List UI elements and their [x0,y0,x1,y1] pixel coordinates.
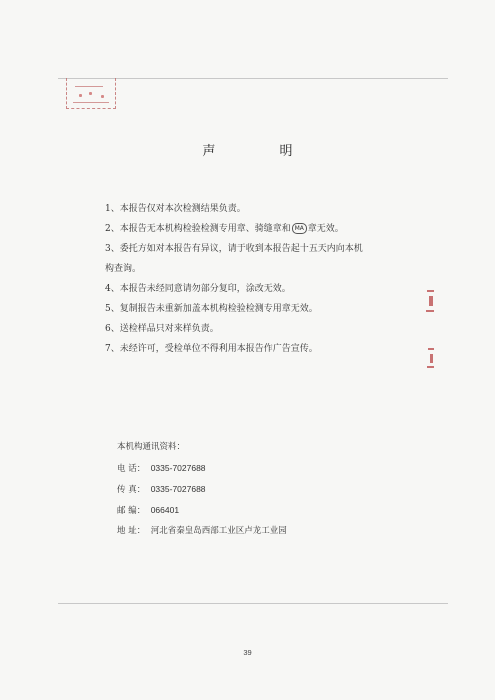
seam-stamp [424,290,438,375]
page-title: 声 明 [202,144,323,159]
contact-phone [117,458,417,479]
postcode-label: 邮 编： [117,506,146,516]
statement-item: 1、本报告仅对本次检测结果负责。 [105,204,246,214]
statement-continuation: 构查询。 [105,264,142,274]
corner-stamp-mark [79,94,82,97]
postcode-value: 066401 [150,505,180,515]
corner-stamp-mark [101,95,104,98]
statement-text: 2、本报告无本机构检验检测专用章、骑缝章和 [105,224,291,234]
statement-item [105,219,405,239]
cma-mark-icon: MA [292,223,307,234]
contact-heading: 本机构通讯资料： [117,442,186,452]
contact-fax [117,479,417,500]
phone-value: 0335-7027688 [150,463,206,473]
seam-stamp-mark [426,310,434,312]
contact-address [117,521,417,542]
corner-stamp-mark [75,86,103,87]
statement-item: 4、本报告未经同意请勿部分复印，涂改无效。 [105,284,291,294]
contact-postcode [117,500,417,521]
seam-stamp-mark [427,366,434,368]
statement-item: 7、未经许可，受检单位不得利用本报告作广告宣传。 [105,344,318,354]
seam-stamp-mark [427,290,434,292]
phone-label: 电 话： [117,464,146,474]
corner-stamp-mark [73,102,109,103]
top-divider [58,78,448,79]
address-label: 地 址： [117,526,146,536]
bottom-divider [58,603,448,604]
corner-stamp [66,78,116,109]
statement-item: 6、送检样品只对来样负责。 [105,324,219,334]
statement-item: 3、委托方如对本报告有异议，请于收到本报告起十五天内向本机 [105,244,363,254]
seam-stamp-mark [428,348,434,350]
address-value: 河北省秦皇岛西部工业区卢龙工业园 [150,526,287,536]
fax-value: 0335-7027688 [150,484,206,494]
statement-text: 章无效。 [307,224,344,234]
contact-info [117,437,417,542]
seam-stamp-mark [429,296,433,306]
statement-list [105,199,405,359]
page-number: 39 [243,648,252,657]
corner-stamp-mark [89,92,92,95]
seam-stamp-mark [430,354,433,363]
fax-label: 传 真： [117,485,146,495]
statement-item: 5、复制报告未重新加盖本机构检验检测专用章无效。 [105,304,318,314]
